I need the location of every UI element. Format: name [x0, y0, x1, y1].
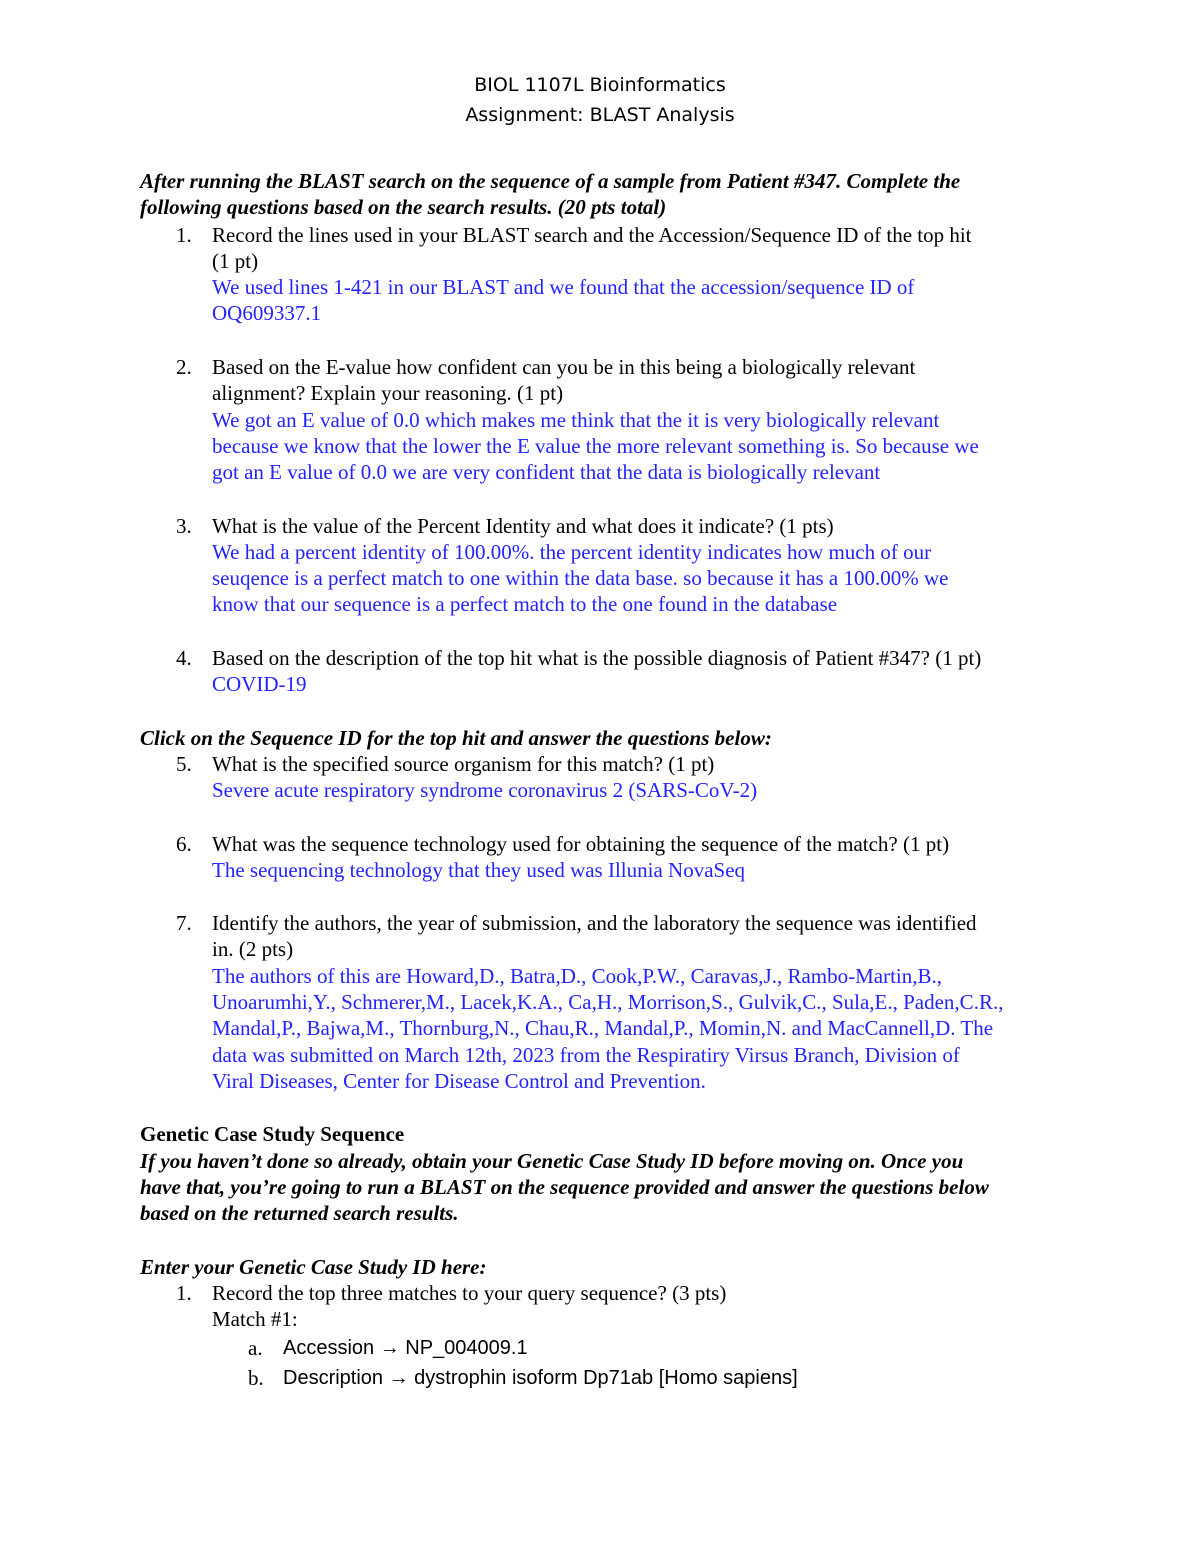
- q7-question-line2: in. (2 pts): [212, 937, 294, 961]
- s3-q1-question-line1: Record the top three matches to your query sequence? (3 pts): [212, 1281, 727, 1305]
- q1-question-line1: Record the lines used in your BLAST search and the Accession/Sequence ID of the top hit: [212, 223, 972, 247]
- q2-question-line2: alignment? Explain your reasoning. (1 pt): [212, 381, 564, 405]
- q7-answer-line3: Mandal,P., Bajwa,M., Thornburg,N., Chau,R., Mandal,P., Momin,N. and MacCannell,D. The: [212, 1016, 994, 1040]
- q3-answer-line1: We had a percent identity of 100.00%. the percent identity indicates how much of our: [212, 540, 932, 564]
- assignment-title: Assignment: BLAST Analysis: [465, 104, 735, 126]
- s3-q1-number: 1.: [176, 1281, 192, 1305]
- q7-answer-line5: Viral Diseases, Center for Disease Control and Prevention.: [212, 1069, 706, 1093]
- q2-question-line1: Based on the E-value how confident can you be in this being a biologically relevant: [212, 355, 916, 379]
- q3-answer-line3: know that our sequence is a perfect match to the one found in the database: [212, 592, 838, 616]
- q7-number: 7.: [176, 911, 192, 935]
- q5-question-line1: What is the specified source organism for this match? (1 pt): [212, 752, 715, 776]
- q6-answer-line1: The sequencing technology that they used was Illunia NovaSeq: [212, 858, 746, 882]
- q7-answer-line4: data was submitted on March 12th, 2023 from the Respiratiry Virsus Branch, Division of: [212, 1043, 960, 1067]
- section1-intro-line1: After running the BLAST search on the sequence of a sample from Patient #347. Complete the: [140, 169, 961, 193]
- q2-answer-line3: got an E value of 0.0 we are very confident that the data is biologically relevant: [212, 460, 881, 484]
- q7-answer-line2: Unoarumhi,Y., Schmerer,M., Lacek,K.A., Ca,H., Morrison,S., Gulvik,C., Sula,E., Paden,C.R.,: [212, 990, 1004, 1014]
- q4-number: 4.: [176, 646, 192, 670]
- q2-answer-line2: because we know that the lower the E value the more relevant something is. So because we: [212, 434, 979, 458]
- course-title: BIOL 1107L Bioinformatics: [474, 74, 726, 96]
- q7-answer-line1: The authors of this are Howard,D., Batra,D., Cook,P.W., Caravas,J., Rambo-Martin,B.,: [212, 964, 943, 988]
- section2-intro: Click on the Sequence ID for the top hit and answer the questions below:: [140, 726, 772, 750]
- q2-number: 2.: [176, 355, 192, 379]
- q5-number: 5.: [176, 752, 192, 776]
- q1-number: 1.: [176, 223, 192, 247]
- section3-heading: Genetic Case Study Sequence: [140, 1122, 405, 1146]
- match-accession: Accession → NP_004009.1: [283, 1337, 528, 1359]
- q6-number: 6.: [176, 832, 192, 856]
- q6-question-line1: What was the sequence technology used for obtaining the sequence of the match? (1 pt): [212, 832, 950, 856]
- q3-question-line1: What is the value of the Percent Identity and what does it indicate? (1 pts): [212, 514, 834, 538]
- q4-question-line1: Based on the description of the top hit what is the possible diagnosis of Patient #347? (1 pt): [212, 646, 982, 670]
- section3-intro-line1: If you haven’t done so already, obtain your Genetic Case Study ID before moving on. Once you: [140, 1149, 964, 1173]
- q1-answer-line2: OQ609337.1: [212, 301, 322, 325]
- match-b-letter: b.: [248, 1366, 264, 1390]
- q3-answer-line2: seuqence is a perfect match to one within the data base. so because it has a 100.00% we: [212, 566, 949, 590]
- case-study-id-prompt: Enter your Genetic Case Study ID here:: [140, 1255, 487, 1279]
- q3-number: 3.: [176, 514, 192, 538]
- match-1-label: Match #1:: [212, 1307, 298, 1331]
- q1-question-line2: (1 pt): [212, 249, 259, 273]
- q2-answer-line1: We got an E value of 0.0 which makes me think that the it is very biologically relevant: [212, 408, 940, 432]
- section3-intro-line2: have that, you’re going to run a BLAST on the sequence provided and answer the questions below: [140, 1175, 989, 1199]
- match-a-letter: a.: [248, 1336, 263, 1360]
- match-description: Description → dystrophin isoform Dp71ab [Homo sapiens]: [283, 1367, 798, 1389]
- q7-question-line1: Identify the authors, the year of submission, and the laboratory the sequence was identified: [212, 911, 977, 935]
- q1-answer-line1: We used lines 1-421 in our BLAST and we found that the accession/sequence ID of: [212, 275, 915, 299]
- section3-intro-line3: based on the returned search results.: [140, 1201, 459, 1225]
- q5-answer-line1: Severe acute respiratory syndrome coronavirus 2 (SARS-CoV-2): [212, 778, 758, 802]
- section1-intro-line2: following questions based on the search results. (20 pts total): [140, 195, 667, 219]
- q4-answer-line1: COVID-19: [212, 672, 307, 696]
